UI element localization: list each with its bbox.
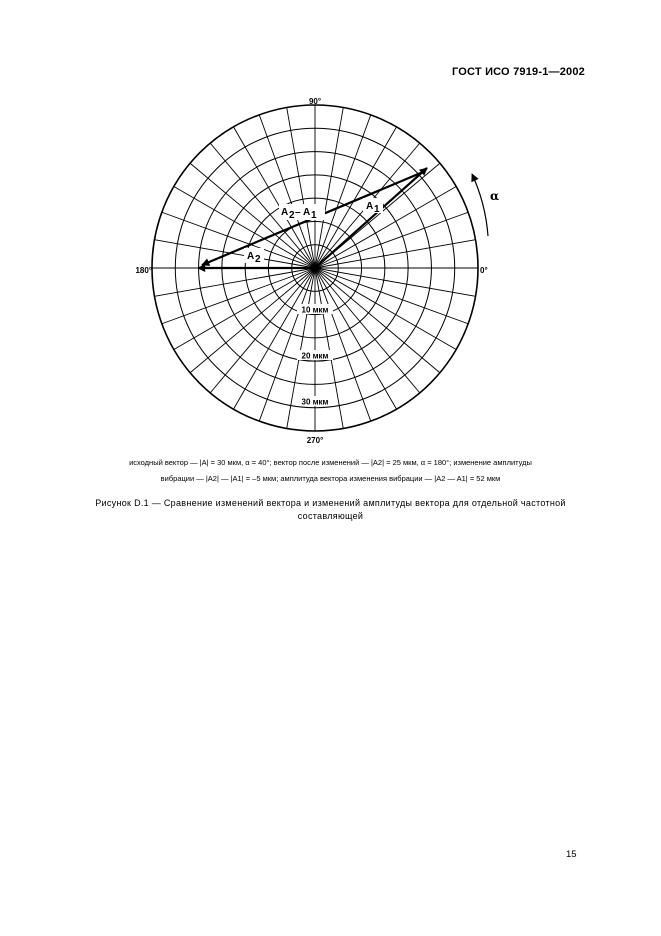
svg-text:1: 1	[311, 210, 317, 221]
vector-label-a3-part2: A	[281, 207, 289, 218]
svg-text:2: 2	[255, 254, 261, 265]
legend-line-2: вибрации — |A2| — |A1| = –5 мкм; амплитуда вектора изменения вибрации — |A2 — A1| = 52 мкм	[160, 474, 501, 483]
vector-a1	[315, 168, 427, 268]
angle-label-90: 90°	[308, 97, 322, 106]
figure-caption	[50, 497, 611, 523]
polar-diagram	[120, 88, 520, 448]
svg-text:A: A	[247, 251, 255, 262]
vector-label-a3	[279, 204, 325, 221]
svg-text:2: 2	[289, 210, 295, 221]
rotation-arrow-icon	[472, 174, 488, 236]
vector-label-a1	[363, 198, 383, 215]
ring-label-20: 20 мкм	[301, 351, 329, 361]
page-number: 15	[566, 849, 577, 860]
vector-label-a3-part1: A	[303, 207, 311, 218]
legend-line-1: исходный вектор — |A| = 30 мкм, α = 40°; вектор после изменений — |A2| = 25 мкм, α = 180°; изменение амплитуды	[129, 458, 532, 467]
caption-line-2: составляющей	[297, 511, 364, 521]
angle-label-270: 270°	[306, 436, 324, 445]
vector-label-a2	[244, 248, 264, 265]
ring-label-10: 10 мкм	[301, 305, 329, 315]
document-header: ГОСТ ИСО 7919-1—2002	[451, 66, 585, 78]
angle-label-0: 0°	[480, 266, 488, 275]
angle-label-180: 180°	[135, 266, 152, 275]
alpha-label: α	[490, 189, 500, 203]
svg-text:–: –	[295, 207, 301, 218]
ring-label-30: 30 мкм	[301, 397, 329, 407]
caption-line-1: Рисунок D.1 — Сравнение изменений вектора и изменений амплитуды вектора для отдельной частотной	[95, 498, 566, 508]
alpha-direction-indicator	[472, 174, 499, 236]
svg-text:A: A	[366, 201, 374, 212]
svg-text:1: 1	[374, 204, 380, 215]
